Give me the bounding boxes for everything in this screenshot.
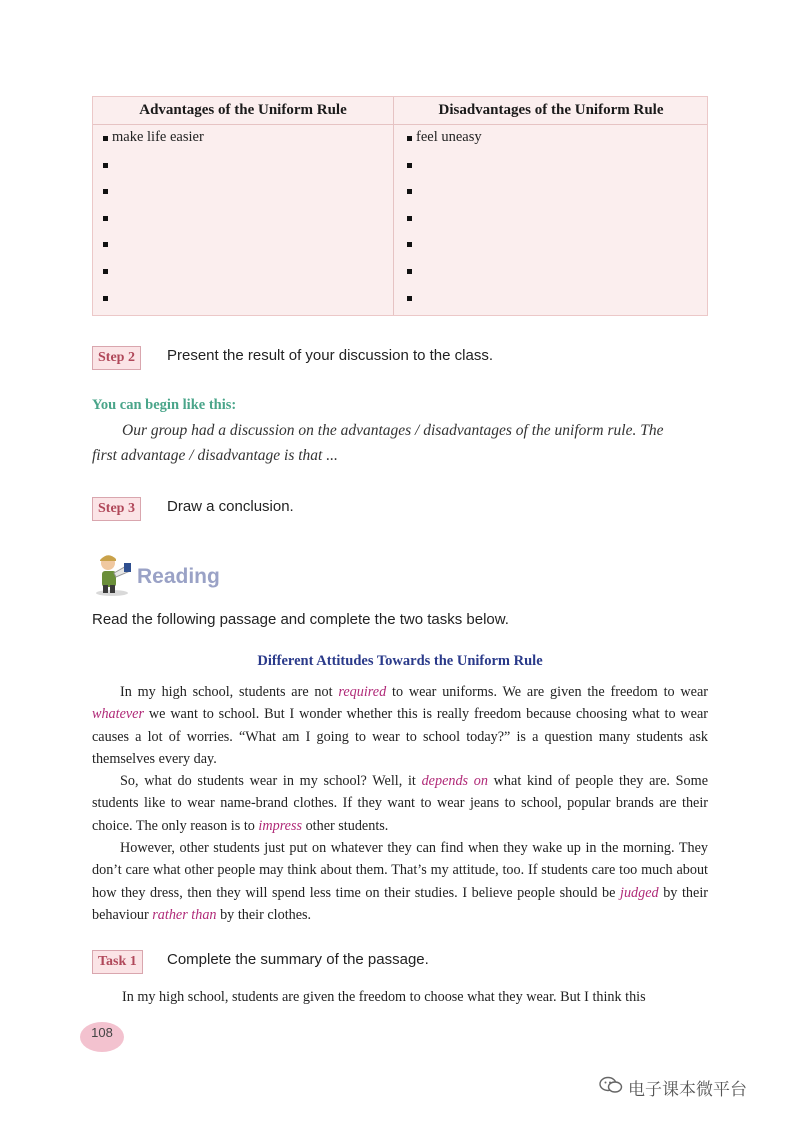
step3-text: Draw a conclusion. (167, 498, 294, 515)
list-item (407, 235, 482, 262)
bullet-icon (103, 296, 108, 301)
bullet-icon (103, 242, 108, 247)
wechat-icon (598, 1075, 624, 1095)
bullet-icon (407, 189, 412, 194)
keyword: rather than (152, 906, 217, 923)
bullet-icon (103, 216, 108, 221)
bullet-icon (103, 269, 108, 274)
passage-title: Different Attitudes Towards the Uniform Rule (257, 653, 543, 669)
bullet-icon (103, 163, 108, 168)
list-item (103, 156, 204, 183)
example-line-1: Our group had a discussion on the advantages / disadvantages of the uniform rule. The (122, 422, 664, 439)
keyword: impress (258, 817, 303, 834)
list-item (103, 289, 204, 316)
list-item (103, 182, 204, 209)
list-item (407, 262, 482, 289)
bullet-icon (103, 189, 108, 194)
table-header-disadvantages: Disadvantages of the Uniform Rule (438, 102, 664, 118)
list-item (103, 262, 204, 289)
list-item (103, 235, 204, 262)
bullet-icon (407, 242, 412, 247)
task1-label: Task 1 (92, 950, 143, 974)
keyword: judged (620, 884, 659, 901)
bullet-icon (103, 136, 108, 141)
page-number: 108 (80, 1022, 124, 1052)
advantages-disadvantages-table (92, 96, 708, 316)
passage-paragraph-1: In my high school, students are not required to wear uniforms. We are given the freedom to wear whatever we want to school. But I wonder whether this is really freedom because choosing what to wear causes a lot of worries. “What am I going to wear to school today?” is a question many students ask themselves every day. (92, 684, 708, 767)
reading-title: Reading (137, 565, 220, 588)
keyword: required (338, 684, 387, 700)
reading-instruction: Read the following passage and complete the two tasks below. (92, 611, 509, 628)
passage-paragraph-3: However, other students just put on whatever they can find when they wake up in the morning. They don’t care what other people may think about them. That’s my attitude, too. If students care too much about how they dress, then they will spend less time on their studies. I believe people should be judged by their behaviour rather than by their clothes. (92, 840, 708, 923)
summary-start: In my high school, students are given the freedom to choose what they wear. But I think this (122, 989, 646, 1005)
list-item (407, 182, 482, 209)
keyword: whatever (92, 706, 145, 723)
passage-body (92, 681, 708, 926)
example-line-2: first advantage / disadvantage is that ... (92, 447, 338, 464)
bullet-icon (407, 296, 412, 301)
keyword: depends on (421, 773, 488, 790)
list-item: make life easier (103, 129, 204, 156)
list-item: feel uneasy (407, 129, 482, 156)
list-item (407, 156, 482, 183)
step2-text: Present the result of your discussion to the class. (167, 347, 493, 364)
bullet-icon (407, 216, 412, 221)
step2-label: Step 2 (92, 346, 141, 370)
table-column-divider (393, 97, 394, 315)
step3-label: Step 3 (92, 497, 141, 521)
bullet-icon (407, 136, 412, 141)
bullet-icon (407, 163, 412, 168)
watermark-text: 电子课本微平台 (628, 1080, 747, 1100)
list-item (103, 209, 204, 236)
table-header-advantages: Advantages of the Uniform Rule (139, 102, 347, 118)
reading-person-icon (88, 549, 136, 597)
list-item (407, 289, 482, 316)
table-header-divider (93, 124, 707, 125)
task1-text: Complete the summary of the passage. (167, 951, 429, 968)
disadvantages-list (407, 129, 482, 315)
bullet-icon (407, 269, 412, 274)
advantages-list (103, 129, 204, 315)
begin-label: You can begin like this: (92, 397, 237, 413)
passage-paragraph-2: So, what do students wear in my school? Well, it depends on what kind of people they are. Some students like to wear name-brand clothes. If they want to wear jeans to school, popular brands are their choice. The only reason is to impress other students. (92, 773, 708, 834)
list-item (407, 209, 482, 236)
